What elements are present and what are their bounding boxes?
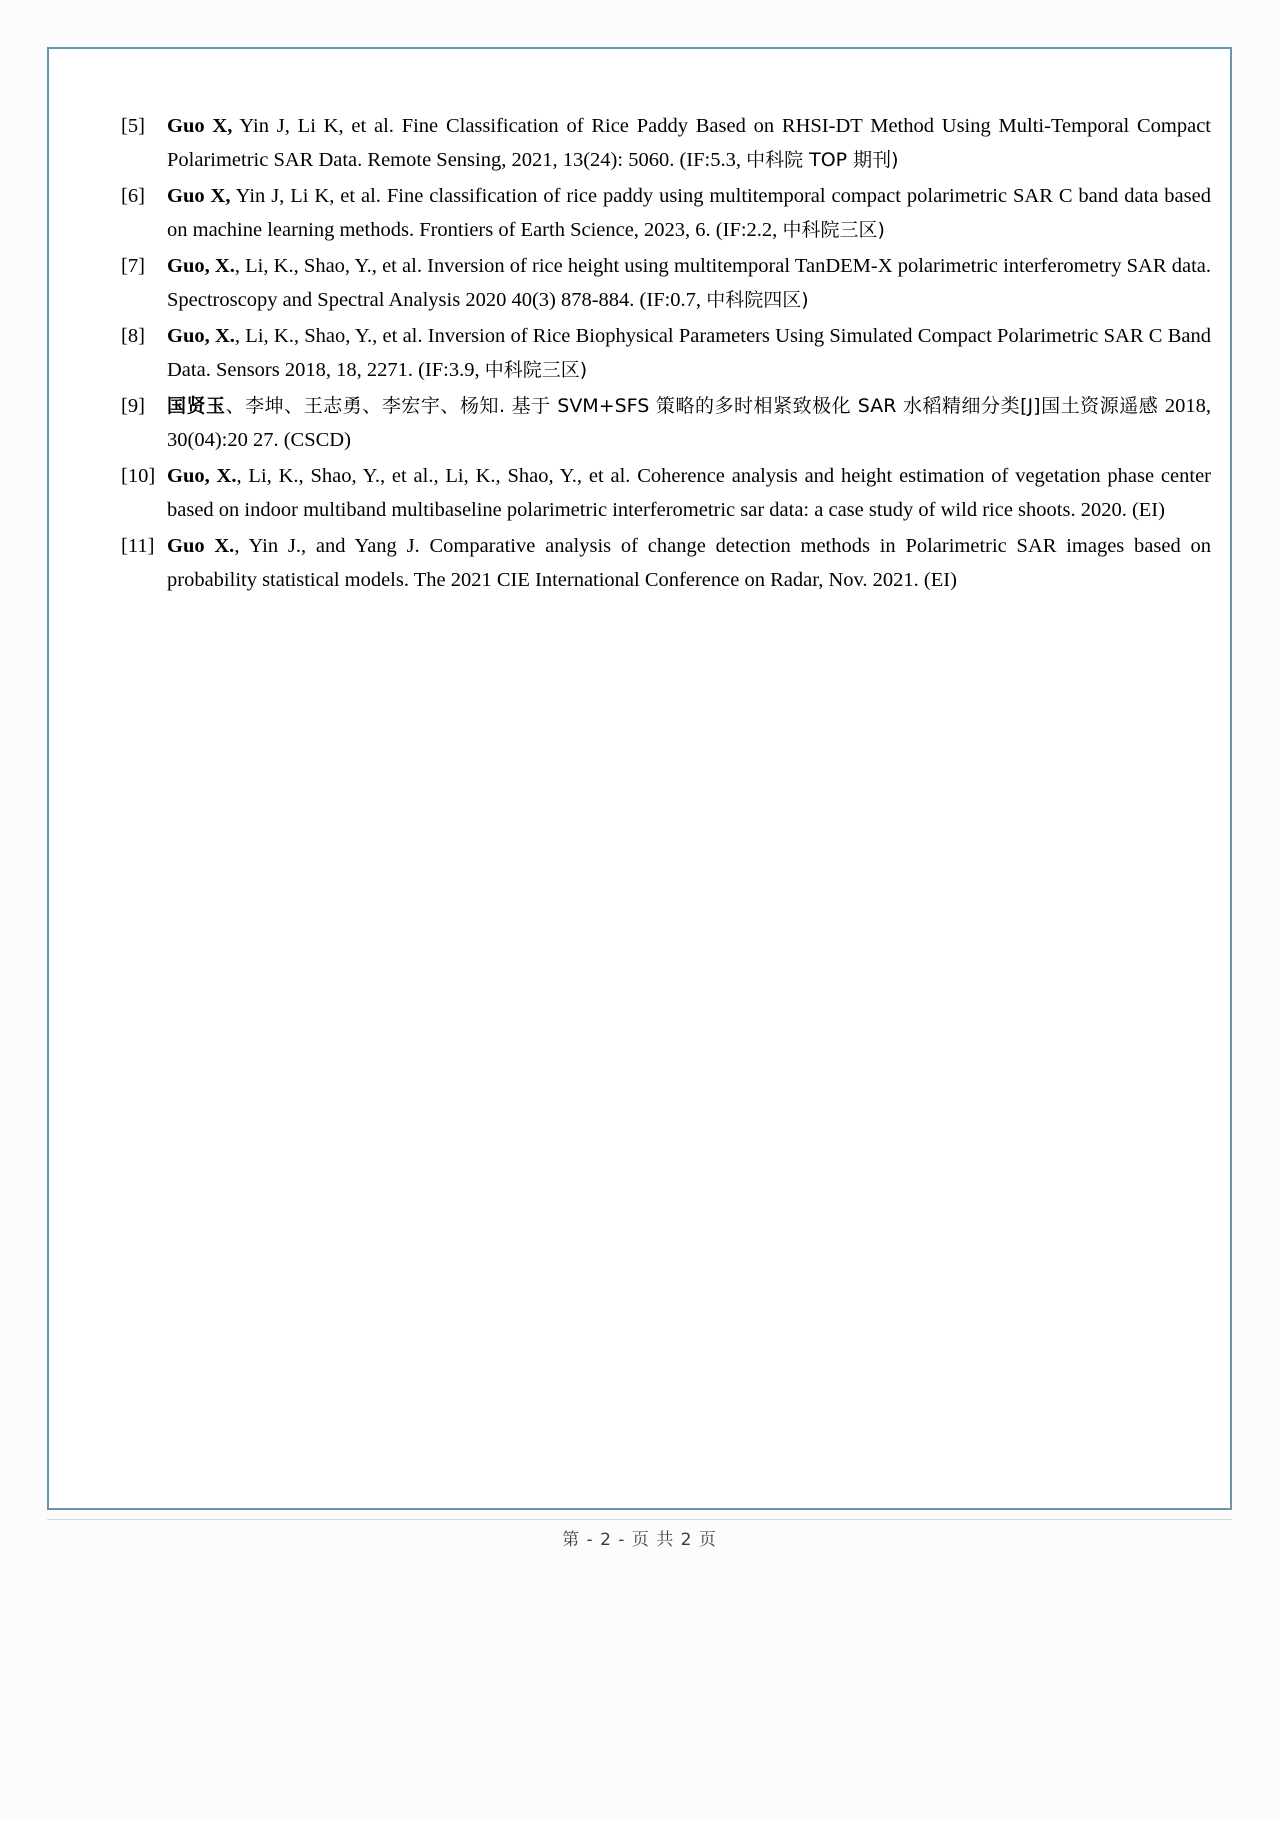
reference-cjk-tail: 中科院 TOP 期刊) <box>746 149 899 171</box>
reference-author: Guo X, <box>167 185 231 207</box>
list-item <box>121 459 1211 527</box>
reference-author: Guo, X. <box>167 255 235 277</box>
reference-cjk-tail: 中科院三区) <box>484 359 588 381</box>
reference-text <box>167 389 1211 457</box>
list-item <box>121 249 1211 317</box>
reference-text <box>167 249 1211 317</box>
reference-text <box>167 109 1211 177</box>
list-item <box>121 389 1211 457</box>
reference-author: Guo, X. <box>167 325 235 347</box>
reference-body: Yin J, Li K, et al. Fine Classification of Rice Paddy Based on RHSI-DT Method Using Multi-Temporal Compact Polarimetric SAR Data. Remote Sensing, 2021, 13(24): 5060. (IF:5.3, <box>167 115 1212 171</box>
page-content-frame <box>47 47 1232 1510</box>
list-item <box>121 319 1211 387</box>
reference-text <box>167 179 1211 247</box>
list-item <box>121 529 1211 597</box>
reference-body: , Yin J., and Yang J. Comparative analysis of change detection methods in Polarimetric SAR images based on probability statistical models. The 2021 CIE International Conference on Radar, Nov. 2021. (EI) <box>167 535 1211 591</box>
reference-cjk-tail: 中科院四区) <box>706 289 809 311</box>
reference-text <box>167 319 1211 387</box>
footer-divider <box>47 1519 1232 1520</box>
reference-number: [8] <box>121 325 145 347</box>
reference-number: [7] <box>121 255 145 277</box>
reference-list <box>121 109 1211 599</box>
reference-body: Yin J, Li K, et al. Fine classification of rice paddy using multitemporal compact polarimetric SAR C band data based on machine learning methods. Frontiers of Earth Science, 2023, 6. (IF:2.2, <box>167 185 1211 241</box>
reference-body: , Li, K., Shao, Y., et al., Li, K., Shao, Y., et al. Coherence analysis and height estimation of vegetation phase center based on indoor multiband multibaseline polarimetric interferometric sar data: a case study of wild rice shoots. 2020. (EI) <box>167 465 1211 521</box>
reference-cjk-body: 、李坤、王志勇、李宏宇、杨知. 基于 SVM+SFS 策略的多时相紧致极化 SAR 水稻精细分类[J]国土资源遥感 <box>225 395 1165 417</box>
page-footer: 第 - 2 - 页 共 2 页 <box>562 1530 717 1550</box>
reference-cjk-tail: 中科院三区) <box>782 219 885 241</box>
reference-body: , Li, K., Shao, Y., et al. Inversion of rice height using multitemporal TanDEM-X polarimetric interferometry SAR data. Spectroscopy and Spectral Analysis 2020 40(3) 878-884. (IF:0.7, <box>167 255 1211 311</box>
list-item <box>121 109 1211 177</box>
reference-number: [6] <box>121 185 145 207</box>
reference-body: , Li, K., Shao, Y., et al. Inversion of Rice Biophysical Parameters Using Simulated Compact Polarimetric SAR C Band Data. Sensors 2018, 18, 2271. (IF:3.9, <box>167 325 1211 381</box>
reference-number: [9] <box>121 395 145 417</box>
reference-author: Guo, X. <box>167 465 237 487</box>
reference-author-cjk: 国贤玉 <box>167 395 226 417</box>
reference-text <box>167 459 1211 527</box>
reference-author: Guo X, <box>167 115 233 137</box>
reference-number: [5] <box>121 115 145 137</box>
list-item <box>121 179 1211 247</box>
reference-number: [11] <box>121 535 155 557</box>
reference-number: [10] <box>121 465 156 487</box>
reference-text <box>167 529 1211 597</box>
reference-author: Guo X. <box>167 535 235 557</box>
reference-body: 2018, 30(04):20 27. (CSCD) <box>167 395 1211 451</box>
